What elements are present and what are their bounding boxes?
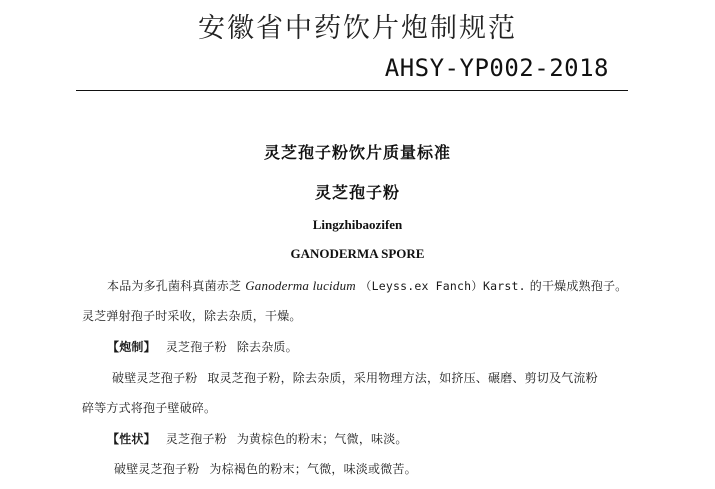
drug-name: 灵芝孢子粉 [314,183,400,202]
processing-item-2-text-1: 取灵芝孢子粉，除去杂质，采用物理方法，如挤压、碾磨、剪切及气流粉 [207,371,598,385]
intro-suffix: 的干燥成熟孢子。 [529,279,628,293]
intro-latin-species: Ganoderma lucidum [245,278,356,293]
intro-line-2: 灵芝弹射孢子时采收，除去杂质，干燥。 [82,309,302,323]
drug-latin-name: GANODERMA SPORE [290,246,425,261]
intro-line-1 [107,277,627,294]
processing-item-1-text: 除去杂质。 [236,340,298,354]
processing-line-3: 碎等方式将孢子壁破碎。 [82,401,217,415]
character-item-1-text: 为黄棕色的粉末；气微，味淡。 [236,432,408,446]
header-code: AHSY-YP002-2018 [384,54,609,82]
header-title: 安徽省中药饮片炮制规范 [198,13,517,44]
character-label: 【性状】 [107,432,156,446]
character-line-2 [114,460,417,477]
drug-pinyin: Lingzhibaozifen [312,217,403,232]
standard-title: 灵芝孢子粉饮片质量标准 [263,143,451,162]
processing-item-1-name: 灵芝孢子粉 [165,340,227,354]
processing-item-2-name: 破壁灵芝孢子粉 [112,371,198,385]
character-item-2-text: 为棕褐色的粉末；气微，味淡或微苦。 [209,462,417,476]
intro-author: （Leyss.ex Fanch）Karst. [359,279,526,293]
processing-line-2 [112,369,598,386]
processing-label: 【炮制】 [107,340,156,354]
character-item-2-name: 破壁灵芝孢子粉 [114,462,200,476]
intro-prefix: 本品为多孔菌科真菌赤芝 [107,279,242,293]
character-line-1 [107,430,408,447]
character-item-1-name: 灵芝孢子粉 [165,432,227,446]
processing-line-1 [107,338,298,355]
header-divider [76,90,628,91]
